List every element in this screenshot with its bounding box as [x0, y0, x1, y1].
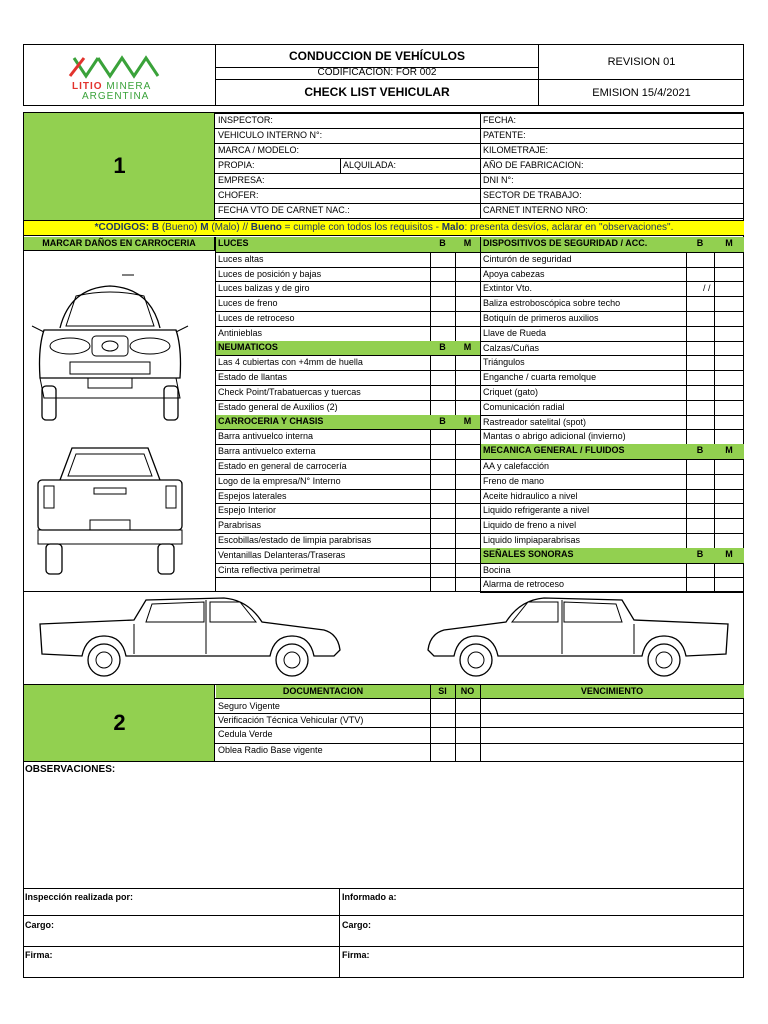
doc-vencimiento-field[interactable]	[481, 714, 743, 726]
codes-banner	[24, 220, 744, 236]
right-section-header: MECANICA GENERAL / FLUIDOS	[483, 445, 625, 456]
left-b-checkbox[interactable]	[431, 401, 454, 414]
doc-si-checkbox[interactable]	[431, 700, 454, 712]
right-b-checkbox[interactable]	[687, 564, 713, 577]
left-m-checkbox[interactable]	[456, 282, 479, 295]
left-m-checkbox[interactable]	[456, 312, 479, 325]
doc-no-checkbox[interactable]	[456, 744, 479, 756]
left-m-checkbox[interactable]	[456, 386, 479, 399]
left-row-line	[215, 577, 480, 578]
right-m-checkbox[interactable]	[715, 430, 743, 443]
field-marca-label: MARCA / MODELO:	[218, 145, 300, 155]
right-m-checkbox[interactable]	[715, 564, 743, 577]
field-alquilada-label: ALQUILADA:	[343, 160, 397, 170]
right-b-checkbox[interactable]	[687, 490, 713, 503]
left-check-item: Estado en general de carrocería	[218, 461, 347, 471]
field-dni-label: DNI N°:	[483, 175, 514, 185]
section1-number: 1	[113, 153, 126, 178]
left-check-item: Espejo Interior	[218, 505, 277, 516]
right-m-checkbox[interactable]	[715, 460, 743, 473]
right-b-checkbox[interactable]	[687, 342, 713, 355]
left-check-item: Luces de retroceso	[218, 313, 295, 323]
right-m-checkbox[interactable]	[715, 401, 743, 414]
left-b-checkbox[interactable]	[431, 504, 454, 517]
inspeccion-label: Inspección realizada por:	[25, 892, 134, 902]
right-check-item: Llave de Rueda	[483, 327, 547, 338]
left-b-checkbox[interactable]	[431, 356, 454, 369]
left-check-item: Las 4 cubiertas con +4mm de huella	[218, 357, 363, 368]
right-check-item: Calzas/Cuñas	[483, 342, 540, 353]
doc-no-checkbox[interactable]	[456, 728, 479, 740]
right-check-item: Bocina	[483, 564, 511, 575]
logo-word-minera: MINERA	[106, 81, 152, 92]
field-carnet-label: CARNET INTERNO NRO:	[483, 205, 588, 215]
left-m-checkbox[interactable]	[456, 297, 479, 310]
left-b-checkbox[interactable]	[431, 282, 454, 295]
truck-side-left-icon	[34, 594, 354, 684]
doc-vencimiento-field[interactable]	[481, 728, 743, 740]
left-check-item: Estado general de Auxilios (2)	[218, 401, 338, 412]
left-check-item: Cinta reflectiva perimetral	[218, 564, 321, 575]
code-m-desc: (Malo) //	[208, 222, 251, 233]
left-m-checkbox[interactable]	[456, 371, 479, 384]
field-km-label: KILOMETRAJE:	[483, 145, 549, 155]
right-m-checkbox[interactable]	[715, 342, 743, 355]
col-m-header: M	[725, 238, 733, 248]
right-check-item: Baliza estroboscópica sobre techo	[483, 298, 621, 309]
left-check-item: Luces de freno	[218, 298, 278, 309]
right-b-checkbox[interactable]	[687, 430, 713, 443]
doc-col-line	[480, 685, 481, 761]
logo-mountains-icon	[60, 52, 170, 82]
col-b-header: B	[696, 238, 704, 248]
left-m-checkbox[interactable]	[456, 356, 479, 369]
left-check-item: Estado de llantas	[218, 372, 288, 383]
right-m-checkbox[interactable]	[715, 519, 743, 532]
right-check-item: Liquido refrigerante a nivel	[483, 505, 590, 516]
right-m-checkbox[interactable]	[715, 327, 743, 340]
right-b-checkbox[interactable]	[687, 253, 713, 266]
col-b-header: B	[439, 341, 446, 352]
right-b-checkbox[interactable]	[687, 475, 713, 488]
left-section-header: NEUMATICOS	[218, 341, 278, 352]
left-check-item: Antinieblas	[218, 327, 263, 338]
doc-vencimiento-field[interactable]	[481, 700, 743, 712]
right-m-checkbox[interactable]	[715, 356, 743, 369]
informado-label: Informado a:	[342, 892, 397, 902]
emission-label: EMISION 15/4/2021	[592, 87, 691, 99]
right-check-item: Botiquín de primeros auxilios	[483, 313, 599, 323]
col-m-header: M	[463, 415, 472, 426]
right-check-item: Aceite hidraulico a nivel	[483, 490, 578, 501]
no-header: NO	[460, 686, 475, 696]
code-bueno-desc: = cumple con todos los requisitos -	[281, 222, 442, 233]
cargo-left-label: Cargo:	[25, 920, 54, 930]
right-m-checkbox[interactable]	[715, 578, 743, 591]
info-col-line	[480, 113, 481, 218]
left-check-item: Escobillas/estado de limpia parabrisas	[218, 535, 372, 545]
left-check-item: Luces altas	[218, 253, 264, 264]
col-m-header: M	[463, 341, 472, 352]
doc-header: DOCUMENTACION	[282, 686, 364, 696]
left-m-checkbox[interactable]	[456, 460, 479, 473]
left-check-item: Espejos laterales	[218, 490, 287, 501]
right-m-checkbox[interactable]	[715, 416, 743, 429]
right-check-item: AA y calefacción	[483, 461, 550, 471]
observaciones-area[interactable]	[24, 778, 744, 888]
left-b-checkbox[interactable]	[431, 534, 454, 547]
doc-row-label: Verificación Técnica Vehicular (VTV)	[218, 715, 364, 725]
info-row-line	[215, 218, 744, 219]
col-b-header: B	[696, 548, 704, 559]
left-section-header: CARROCERIA Y CHASIS	[218, 415, 324, 426]
left-m-checkbox[interactable]	[456, 327, 479, 340]
truck-front-drawing	[30, 268, 190, 428]
right-b-checkbox[interactable]	[687, 386, 713, 399]
right-m-checkbox[interactable]	[715, 268, 743, 281]
left-b-checkbox[interactable]	[431, 268, 454, 281]
doc-no-checkbox[interactable]	[456, 714, 479, 726]
doc-row-label: Oblea Radio Base vigente	[218, 745, 323, 755]
left-b-checkbox[interactable]	[431, 460, 454, 473]
left-m-checkbox[interactable]	[456, 401, 479, 414]
left-check-item: Luces de posición y bajas	[218, 268, 322, 279]
left-check-item: Logo de la empresa/N° Interno	[218, 475, 341, 486]
left-b-checkbox[interactable]	[431, 371, 454, 384]
right-section-header: SEÑALES SONORAS	[483, 548, 574, 559]
col-b-header: B	[439, 415, 446, 426]
left-b-checkbox[interactable]	[431, 312, 454, 325]
firma-right-label: Firma:	[342, 950, 370, 960]
right-check-item: Alarma de retroceso	[483, 579, 565, 590]
right-check-item: Apoya cabezas	[483, 268, 545, 279]
right-b-checkbox[interactable]	[687, 371, 713, 384]
right-m-checkbox[interactable]	[715, 312, 743, 325]
code-b: B	[151, 222, 160, 233]
field-anio-label: AÑO DE FABRICACION:	[483, 160, 584, 170]
left-m-checkbox[interactable]	[456, 445, 479, 458]
doc-row-label: Seguro Vigente	[218, 701, 280, 711]
left-check-item: Ventanillas Delanteras/Traseras	[218, 549, 346, 560]
left-check-item: Barra antivuelco externa	[218, 446, 316, 457]
left-b-checkbox[interactable]	[431, 386, 454, 399]
left-section-header: LUCES	[218, 238, 249, 248]
code-malo-desc: : presenta desvíos, aclarar en "observaciones".	[464, 222, 674, 233]
cargo-right-label: Cargo:	[342, 920, 371, 930]
col-b-header: B	[439, 238, 446, 248]
right-check-item: Criquet (gato)	[483, 387, 539, 397]
code-b-desc: (Bueno)	[159, 222, 201, 233]
left-m-checkbox[interactable]	[456, 564, 479, 577]
field-chofer-label: CHOFER:	[218, 190, 259, 200]
right-m-checkbox[interactable]	[715, 504, 743, 517]
doc-si-checkbox[interactable]	[431, 714, 454, 726]
left-m-checkbox[interactable]	[456, 475, 479, 488]
firma-left-label: Firma:	[25, 950, 53, 960]
right-m-checkbox[interactable]	[715, 490, 743, 503]
left-b-checkbox[interactable]	[431, 445, 454, 458]
right-b-checkbox[interactable]	[687, 312, 713, 325]
truck-side-right-drawing	[414, 594, 734, 684]
left-b-checkbox[interactable]	[431, 253, 454, 266]
right-b-checkbox[interactable]	[687, 401, 713, 414]
right-check-item: Extintor Vto.	[483, 283, 533, 294]
revision-label: REVISION 01	[607, 56, 676, 68]
left-check-item: Parabrisas	[218, 520, 262, 531]
section2-number: 2	[113, 710, 126, 735]
truck-rear-drawing	[30, 440, 190, 580]
observaciones-label: OBSERVACIONES:	[25, 764, 116, 775]
right-check-item: Liquido limpiaparabrisas	[483, 535, 581, 545]
left-b-checkbox[interactable]	[431, 327, 454, 340]
left-b-checkbox[interactable]	[431, 430, 454, 443]
company-logo	[60, 52, 170, 102]
right-b-checkbox[interactable]	[687, 327, 713, 340]
left-m-checkbox[interactable]	[456, 490, 479, 503]
left-b-checkbox[interactable]	[431, 475, 454, 488]
left-b-checkbox[interactable]	[431, 564, 454, 577]
field-sector-label: SECTOR DE TRABAJO:	[483, 190, 582, 200]
right-check-item: Freno de mano	[483, 475, 545, 486]
code-malo: Malo	[441, 222, 465, 233]
col-m-header: M	[463, 238, 472, 248]
left-b-checkbox[interactable]	[431, 297, 454, 310]
truck-front-icon	[30, 268, 190, 428]
field-inspector-label: INSPECTOR:	[218, 115, 273, 125]
field-fecha-label: FECHA:	[483, 115, 517, 125]
doc-code: CODIFICACION: FOR 002	[317, 67, 437, 78]
logo-word-litio: LITIO	[72, 81, 103, 92]
logo-word-argentina: ARGENTINA	[82, 91, 150, 102]
left-b-checkbox[interactable]	[431, 549, 454, 562]
left-m-checkbox[interactable]	[456, 549, 479, 562]
doc-col-line	[430, 685, 431, 761]
info-col-line-mid	[340, 158, 341, 173]
right-b-checkbox[interactable]	[687, 416, 713, 429]
col-b-header: B	[696, 445, 704, 456]
right-b-checkbox[interactable]	[687, 578, 713, 591]
left-m-checkbox[interactable]	[456, 253, 479, 266]
code-m: M	[200, 222, 209, 233]
truck-side-right-icon	[414, 594, 734, 684]
field-empresa-label: EMPRESA:	[218, 175, 265, 185]
right-check-item: Comunicación radial	[483, 401, 565, 412]
vencimiento-header: VENCIMIENTO	[580, 686, 644, 696]
doc-col-line	[455, 685, 456, 761]
right-m-checkbox[interactable]	[715, 534, 743, 547]
right-check-item: Enganche / cuarta remolque	[483, 372, 597, 383]
left-m-checkbox[interactable]	[456, 519, 479, 532]
damage-header: MARCAR DAÑOS EN CARROCERIA	[24, 237, 215, 251]
extintor-date-slashes: / /	[703, 283, 711, 294]
right-b-checkbox[interactable]	[687, 297, 713, 310]
doc-vencimiento-field[interactable]	[481, 744, 743, 756]
right-m-checkbox[interactable]	[715, 371, 743, 384]
field-propia-label: PROPIA:	[218, 160, 255, 170]
right-m-checkbox[interactable]	[715, 253, 743, 266]
left-m-checkbox[interactable]	[456, 268, 479, 281]
doc-title: CONDUCCION DE VEHÍCULOS	[288, 49, 465, 63]
right-b-checkbox[interactable]	[687, 356, 713, 369]
doc-subtitle: CHECK LIST VEHICULAR	[304, 85, 450, 99]
si-header: SI	[438, 686, 447, 696]
right-check-item: Rastreador satelital (spot)	[483, 416, 587, 427]
left-check-item: Check Point/Trabatuercas y tuercas	[218, 387, 361, 397]
doc-si-checkbox[interactable]	[431, 728, 454, 740]
right-m-checkbox[interactable]	[715, 297, 743, 310]
col-m-header: M	[725, 548, 733, 559]
field-fecha-carnet-label: FECHA VTO DE CARNET NAC.:	[218, 205, 350, 215]
right-check-item: Liquido de freno a nivel	[483, 520, 577, 531]
left-m-checkbox[interactable]	[456, 534, 479, 547]
right-b-checkbox[interactable]	[687, 268, 713, 281]
left-b-checkbox[interactable]	[431, 490, 454, 503]
doc-row-label: Cedula Verde	[218, 729, 273, 739]
left-m-checkbox[interactable]	[456, 504, 479, 517]
code-bueno: Bueno	[250, 222, 282, 233]
right-check-item: Triángulos	[483, 357, 525, 368]
right-m-checkbox[interactable]	[715, 282, 743, 295]
right-b-checkbox[interactable]	[687, 534, 713, 547]
left-m-checkbox[interactable]	[456, 430, 479, 443]
truck-side-left-drawing	[34, 594, 354, 684]
right-b-checkbox[interactable]	[687, 504, 713, 517]
truck-rear-icon	[30, 440, 190, 580]
col-m-header: M	[725, 445, 733, 456]
right-check-item: Cinturón de seguridad	[483, 253, 572, 264]
right-b-checkbox[interactable]	[687, 460, 713, 473]
left-check-item: Luces balizas y de giro	[218, 283, 310, 294]
field-patente-label: PATENTE:	[483, 130, 526, 140]
right-check-item: Mantas o abrigo adicional (invierno)	[483, 431, 626, 442]
field-vehiculo-label: VEHICULO INTERNO N°:	[218, 130, 323, 140]
doc-no-checkbox[interactable]	[456, 700, 479, 712]
right-b-checkbox[interactable]	[687, 519, 713, 532]
doc-si-checkbox[interactable]	[431, 744, 454, 756]
right-section-header: DISPOSITIVOS DE SEGURIDAD / ACC.	[483, 238, 648, 248]
codes-prefix: *CODIGOS:	[94, 222, 152, 233]
right-m-checkbox[interactable]	[715, 475, 743, 488]
left-b-checkbox[interactable]	[431, 519, 454, 532]
left-check-item: Barra antivuelco interna	[218, 431, 314, 442]
right-m-checkbox[interactable]	[715, 386, 743, 399]
